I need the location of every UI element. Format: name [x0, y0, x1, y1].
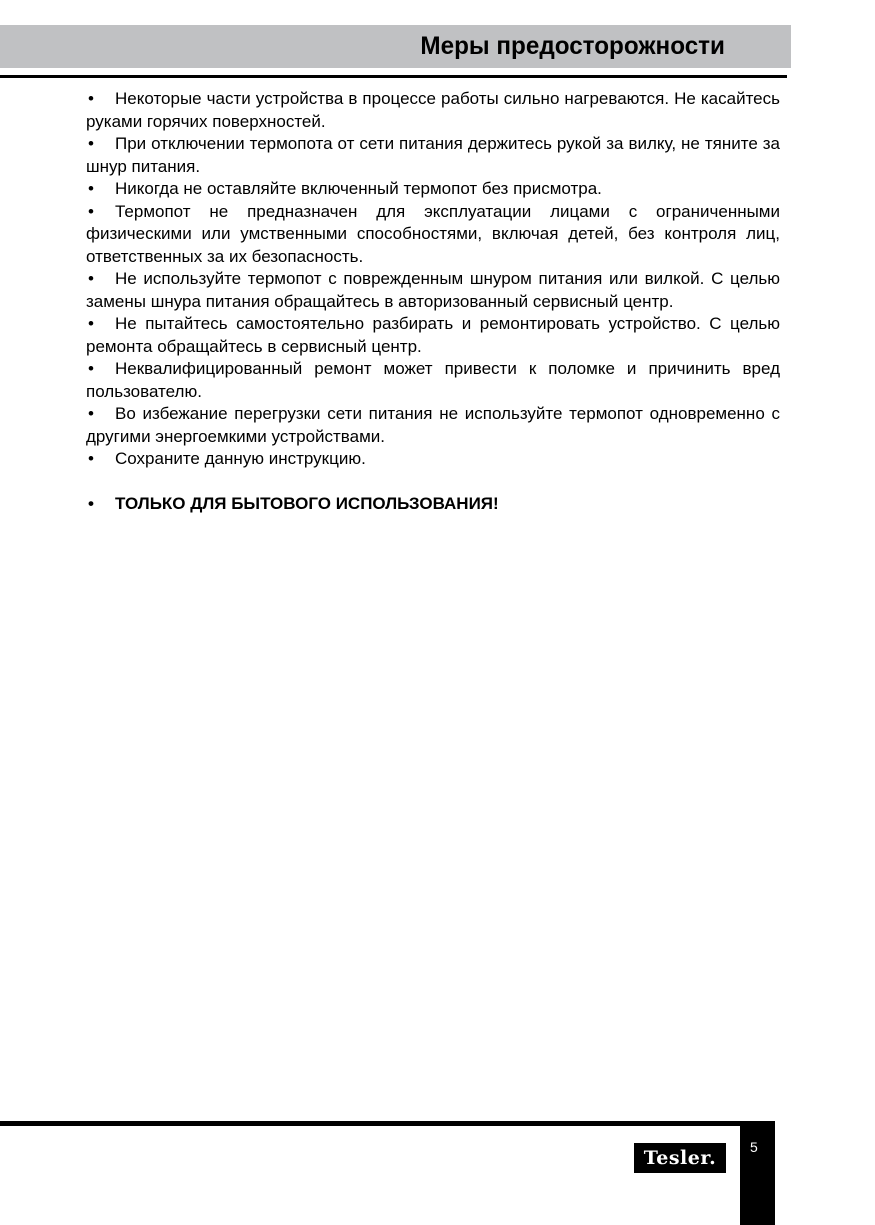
list-item: • Не пытайтесь самостоятельно разбирать и ремонтировать устройство. С целью ремонта обращайтесь в сервисный центр. [86, 314, 780, 356]
tesler-logo: Tesler. [634, 1143, 726, 1173]
bullet-icon: • [88, 494, 94, 513]
list-item: • Некоторые части устройства в процессе работы сильно нагреваются. Не касайтесь руками горячих поверхностей. [86, 89, 780, 131]
precautions-list [86, 88, 780, 516]
page-tab [740, 1121, 775, 1225]
list-item: • Неквалифицированный ремонт может привести к поломке и причинить вред пользователю. [86, 359, 780, 401]
list-item: • Никогда не оставляйте включенный термопот без присмотра. [86, 178, 780, 201]
list-item: • Термопот не предназначен для эксплуатации лицами с ограниченными физическими или умственными способностями, включая детей, без контроля лиц, ответственных за их безопасность. [86, 201, 780, 266]
household-use-notice: • ТОЛЬКО ДЛЯ БЫТОВОГО ИСПОЛЬЗОВАНИЯ! [86, 493, 780, 516]
footer-divider [0, 1121, 775, 1126]
bullet-icon: • [88, 359, 94, 378]
list-item: • При отключении термопота от сети питания держитесь рукой за вилку, не тяните за шнур питания. [86, 134, 780, 176]
list-item: • Во избежание перегрузки сети питания не используйте термопот одновременно с другими энергоемкими устройствами. [86, 404, 780, 446]
bullet-icon: • [88, 404, 94, 423]
list-item: • Сохраните данную инструкцию. [86, 448, 780, 471]
bullet-icon: • [88, 89, 94, 108]
bullet-icon: • [88, 201, 94, 221]
header-divider [0, 75, 787, 78]
bullet-icon: • [88, 314, 94, 333]
bullet-icon: • [88, 449, 94, 468]
bullet-icon: • [88, 179, 94, 198]
page-number: 5 [750, 1139, 758, 1155]
bullet-icon: • [88, 134, 94, 153]
header-bar [0, 25, 791, 68]
page-title: Меры предосторожности [420, 32, 725, 60]
bullet-icon: • [88, 269, 94, 288]
list-item: • Не используйте термопот с поврежденным шнуром питания или вилкой. С целью замены шнура питания обращайтесь в авторизованный сервисный центр. [86, 269, 780, 311]
